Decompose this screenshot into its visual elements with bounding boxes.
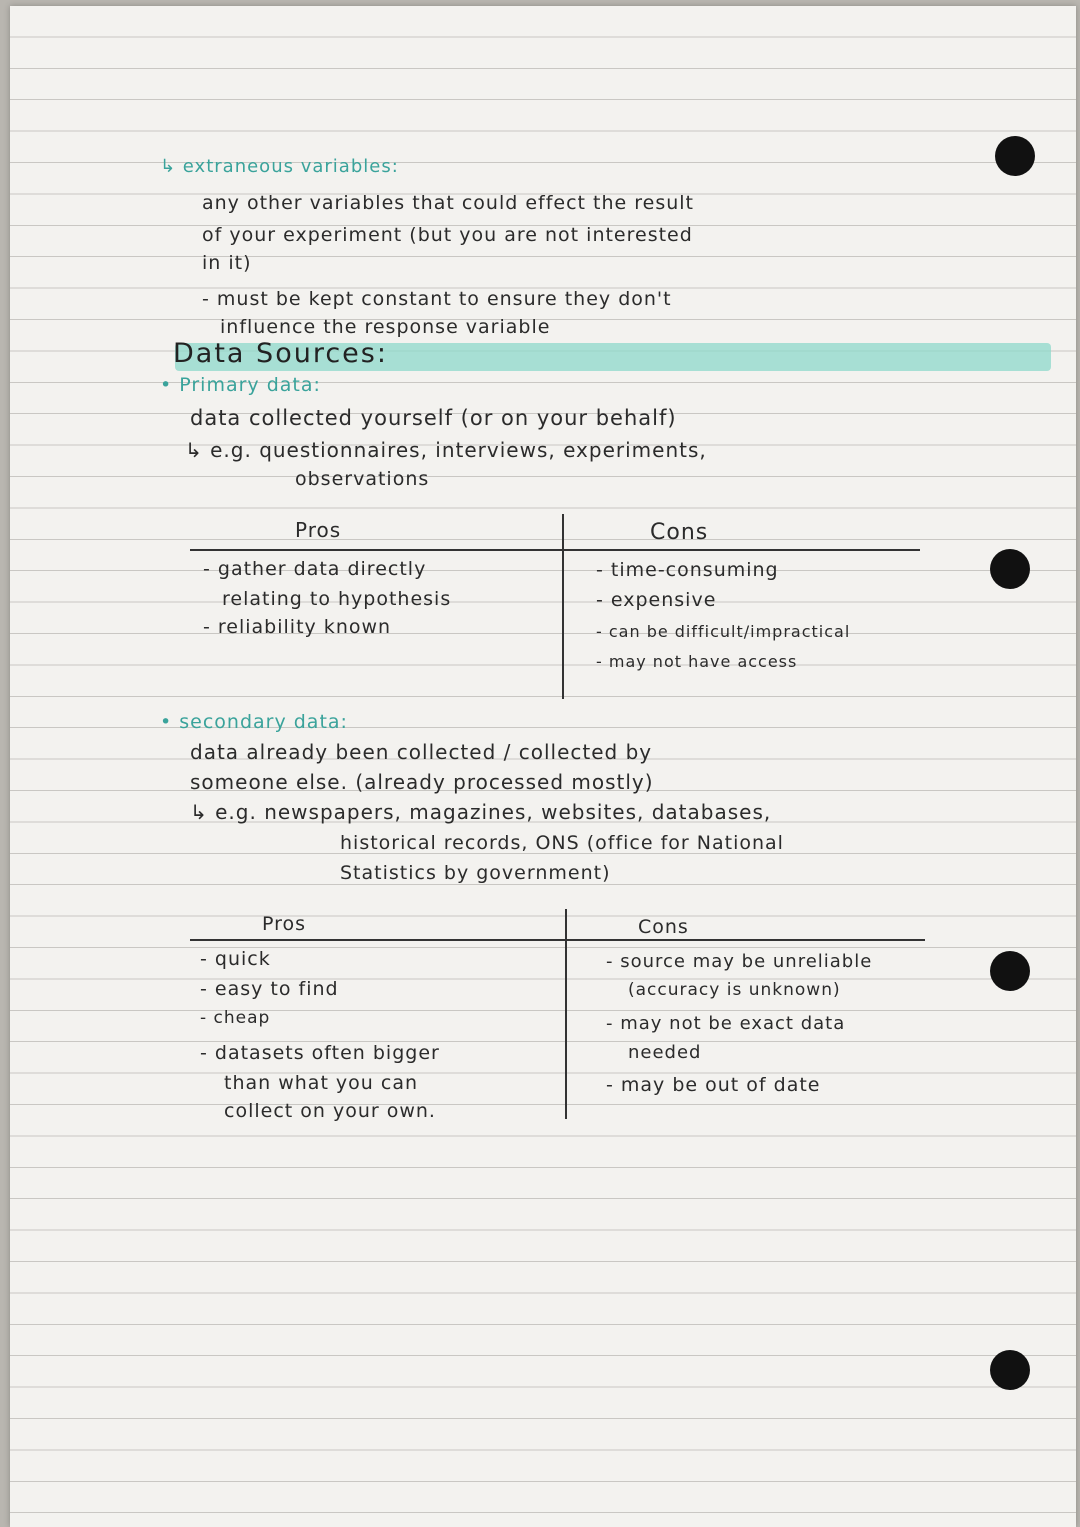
primary-cons-item-4: - may not have access [596,652,798,671]
primary-table-divider [562,514,564,699]
secondary-table-header-rule [190,939,925,941]
extraneous-definition-line-1: any other variables that could effect the result [202,192,694,214]
secondary-cons-header: Cons [638,916,689,938]
secondary-pros-item-4: - datasets often bigger [200,1042,440,1064]
primary-cons-item-2: - expensive [596,589,717,611]
primary-cons-item-3: - can be difficult/impractical [596,622,851,641]
primary-cons-item-1: - time-consuming [596,559,779,581]
primary-pros-item-1: - gather data directly [203,558,427,580]
punch-hole-3 [990,951,1030,991]
secondary-pros-header: Pros [262,913,307,935]
secondary-definition-line-2: someone else. (already processed mostly) [190,770,654,794]
extraneous-definition-line-2: of your experiment (but you are not interested [202,224,693,246]
secondary-heading: • secondary data: [160,711,348,733]
secondary-pros-item-6: collect on your own. [224,1100,436,1122]
secondary-cons-item-1: - source may be unreliable [606,951,873,972]
primary-table-header-rule [190,549,920,551]
extraneous-definition-line-3: in it) [202,252,252,274]
primary-cons-header: Cons [650,520,709,545]
primary-heading: • Primary data: [160,374,321,396]
secondary-cons-item-5: - may be out of date [606,1074,821,1096]
secondary-table-divider [565,909,567,1119]
notebook-page [10,6,1076,1527]
punch-hole-2 [990,549,1030,589]
secondary-examples-line-3: Statistics by government) [340,862,611,884]
primary-pros-header: Pros [295,518,342,542]
secondary-cons-item-4: needed [628,1042,702,1063]
extraneous-note-line-1: - must be kept constant to ensure they don't [202,288,672,310]
secondary-examples-line-1: ↳ e.g. newspapers, magazines, websites, databases, [190,800,772,824]
secondary-examples-line-2: historical records, ONS (office for National [340,832,784,854]
extraneous-heading: ↳ extraneous variables: [160,156,399,177]
extraneous-note-line-2: influence the response variable [220,316,551,338]
primary-pros-item-2: relating to hypothesis [222,588,452,610]
punch-hole-4 [990,1350,1030,1390]
secondary-pros-item-3: - cheap [200,1008,271,1028]
secondary-pros-item-2: - easy to find [200,978,339,1000]
data-sources-heading: Data Sources: [173,338,388,369]
secondary-pros-item-1: - quick [200,948,271,970]
primary-pros-item-3: - reliability known [203,616,392,638]
primary-definition: data collected yourself (or on your behalf) [190,406,677,430]
primary-examples-line-2: observations [295,468,430,490]
secondary-pros-item-5: than what you can [224,1072,419,1094]
secondary-definition-line-1: data already been collected / collected by [190,740,653,764]
punch-hole-1 [995,136,1035,176]
secondary-cons-item-2: (accuracy is unknown) [628,980,841,1000]
primary-examples-line-1: ↳ e.g. questionnaires, interviews, experiments, [185,438,707,462]
secondary-cons-item-3: - may not be exact data [606,1013,846,1034]
